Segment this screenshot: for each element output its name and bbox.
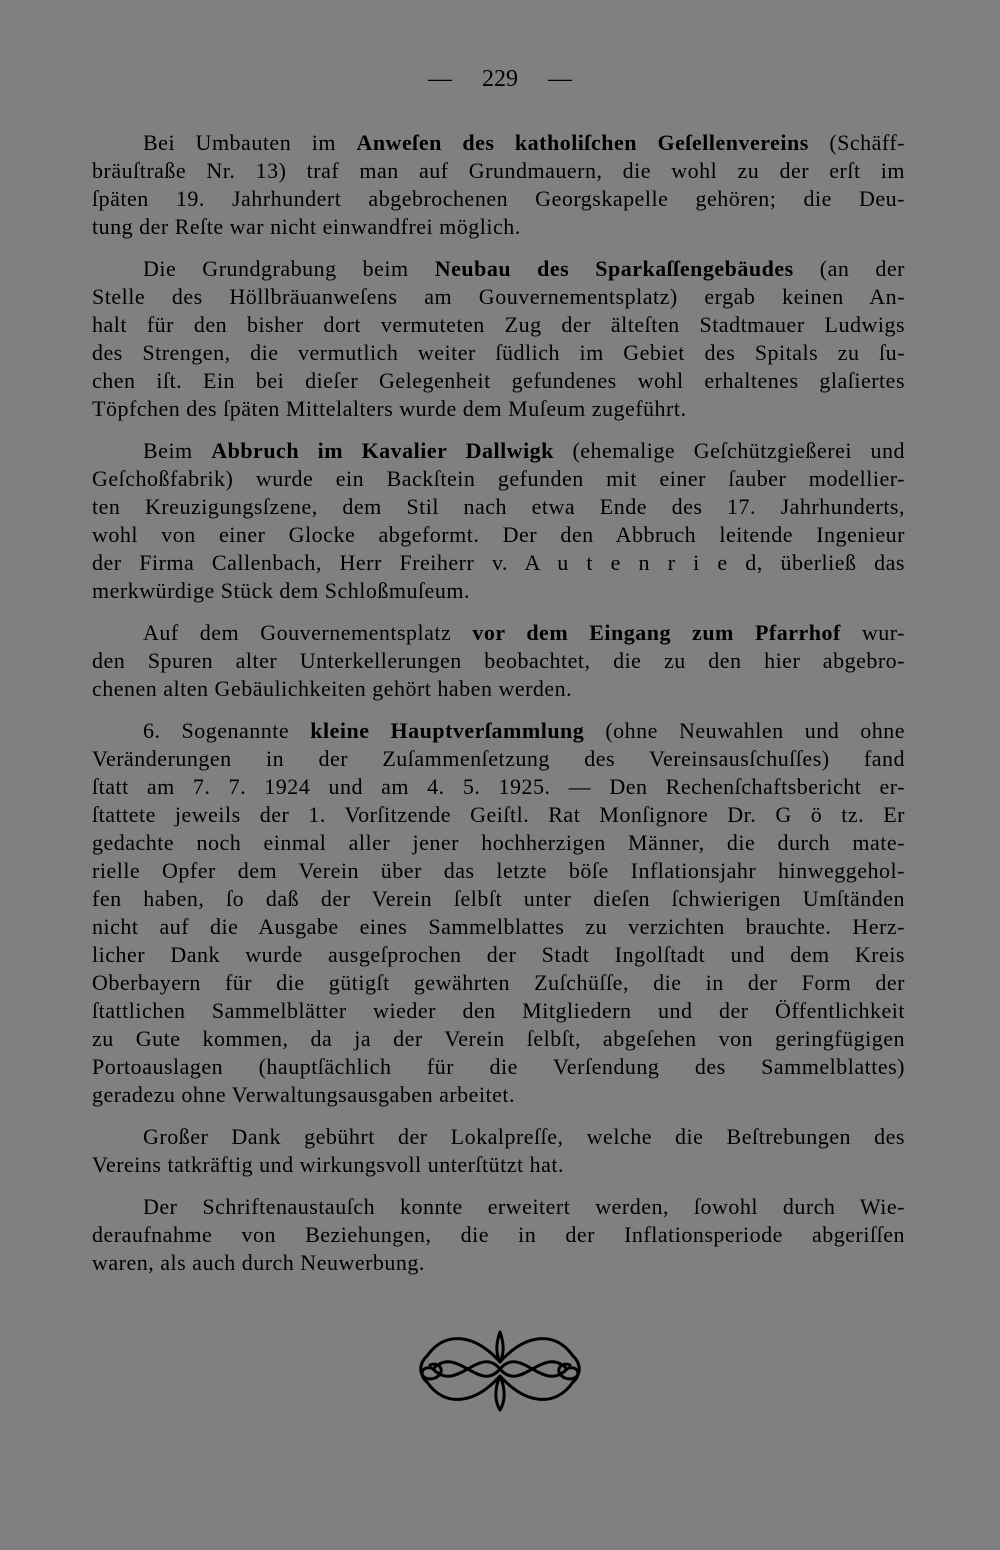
- text-run: fen haben, ſo daß der Verein ſelbſt unter dieſen ſchwierigen Umſtänden: [92, 886, 905, 911]
- text-run: Stelle des Höllbräuanweſens am Gouvernementsplatz) ergab keinen An-: [92, 284, 905, 309]
- text-run: Portoauslagen (hauptſächlich für die Verſendung des Sammelblattes): [92, 1054, 905, 1079]
- text-line: [92, 1123, 905, 1151]
- ornament-bottom-drop: [496, 1376, 504, 1410]
- text-run: bräuſtraße Nr. 13) traf man auf Grundmauern, die wohl zu der erſt im: [92, 158, 905, 183]
- text-line: [92, 157, 905, 185]
- text-run: deraufnahme von Beziehungen, die in der Inflationsperiode abgeriſſen: [92, 1222, 905, 1247]
- text-run: licher Dank wurde ausgeſprochen der Stadt Ingolſtadt und dem Kreis: [92, 942, 905, 967]
- paragraph: [92, 129, 905, 241]
- text-line: [92, 1193, 905, 1221]
- text-run: chen iſt. Ein bei dieſer Gelegenheit gefundenes wohl erhaltenes glaſiertes: [92, 368, 905, 393]
- text-line: [92, 829, 905, 857]
- text-run: geradezu ohne Verwaltungsausgaben arbeitet.: [92, 1082, 516, 1107]
- text-line: [92, 311, 905, 339]
- text-line: [92, 577, 905, 605]
- text-line: [92, 647, 905, 675]
- text-line: [92, 1081, 905, 1109]
- bold-text: kleine Hauptverſammlung: [310, 718, 585, 743]
- text-line: [92, 283, 905, 311]
- paragraph: [92, 255, 905, 423]
- text-run: nicht auf die Ausgabe eines Sammelblattes zu verzichten brauchte. Herz-: [92, 914, 905, 939]
- text-run: ten Kreuzigungsſzene, dem Stil nach etwa Ende des 17. Jahrhunderts,: [92, 494, 905, 519]
- paragraph: [92, 1193, 905, 1277]
- text-line: [92, 493, 905, 521]
- text-run: wohl von einer Glocke abgeformt. Der den Abbruch leitende Ingenieur: [92, 522, 905, 547]
- text-line: [92, 1221, 905, 1249]
- text-run: den Spuren alter Unterkellerungen beobachtet, die zu den hier abgebro-: [92, 648, 905, 673]
- text-line: [92, 367, 905, 395]
- text-run: der Firma Callenbach, Herr Freiherr v. A u t e n r i e d, überließ das: [92, 550, 905, 575]
- bold-text: Abbruch im Kavalier Dallwigk: [211, 438, 554, 463]
- text-run: des Strengen, die vermutlich weiter ſüdlich im Gebiet des Spitals zu ſu-: [92, 340, 905, 365]
- text-run: (ohne Neuwahlen und ohne: [584, 718, 905, 743]
- paragraph: [92, 619, 905, 703]
- text-run: Veränderungen in der Zuſammenſetzung des Vereinsausſchuſſes) fand: [92, 746, 905, 771]
- text-line: [92, 339, 905, 367]
- text-run: Bei Umbauten im: [143, 130, 357, 155]
- text-run: Geſchoßfabrik) wurde ein Backſtein gefunden mit einer ſauber modellier-: [92, 466, 905, 491]
- text-line: [92, 395, 905, 423]
- text-run: Beim: [143, 438, 212, 463]
- text-run: ſpäten 19. Jahrhundert abgebrochenen Georgskapelle gehören; die Deu-: [92, 186, 905, 211]
- text-run: (an der: [793, 256, 905, 281]
- text-line: [92, 213, 905, 241]
- text-line: [92, 801, 905, 829]
- text-line: [92, 1053, 905, 1081]
- text-run: (ehemalige Geſchützgießerei und: [553, 438, 905, 463]
- text-run: tung der Reſte war nicht einwandfrei möglich.: [92, 214, 521, 239]
- text-run: chenen alten Gebäulichkeiten gehört haben werden.: [92, 676, 573, 701]
- text-line: [92, 437, 905, 465]
- body-text: [92, 129, 905, 1277]
- text-line: [92, 675, 905, 703]
- ornament-vignette-icon: [415, 1326, 585, 1414]
- text-line: [92, 255, 905, 283]
- text-run: waren, als auch durch Neuwerbung.: [92, 1250, 425, 1275]
- text-line: [92, 549, 905, 577]
- text-line: [92, 1025, 905, 1053]
- text-line: [92, 885, 905, 913]
- text-line: [92, 129, 905, 157]
- text-run: ſtatt am 7. 7. 1924 und am 4. 5. 1925. — Den Rechenſchaftsbericht er-: [92, 774, 905, 799]
- text-line: [92, 969, 905, 997]
- paragraph: [92, 437, 905, 605]
- text-line: [92, 1151, 905, 1179]
- text-run: gedachte noch einmal aller jener hochherzigen Männer, die durch mate-: [92, 830, 905, 855]
- text-line: [92, 1249, 905, 1277]
- text-run: zu Gute kommen, da ja der Verein ſelbſt, abgeſehen von geringfügigen: [92, 1026, 905, 1051]
- page-number: — 229 —: [428, 66, 572, 92]
- text-line: [92, 465, 905, 493]
- text-run: 6. Sogenannte: [143, 718, 311, 743]
- paragraph: [92, 1123, 905, 1179]
- text-line: [92, 717, 905, 745]
- text-run: Vereins tatkräftig und wirkungsvoll unterſtützt hat.: [92, 1152, 565, 1177]
- text-run: Töpfchen des ſpäten Mittelalters wurde dem Muſeum zugeführt.: [92, 396, 687, 421]
- text-run: Die Grundgrabung beim: [143, 256, 435, 281]
- text-line: [92, 185, 905, 213]
- text-run: merkwürdige Stück dem Schloßmuſeum.: [92, 578, 470, 603]
- text-line: [92, 857, 905, 885]
- paragraph: [92, 717, 905, 1109]
- text-line: [92, 619, 905, 647]
- text-line: [92, 521, 905, 549]
- text-line: [92, 913, 905, 941]
- bold-text: Neubau des Sparkaſſengebäudes: [434, 256, 794, 281]
- bold-text: vor dem Eingang zum Pfarrhof: [472, 620, 841, 645]
- text-run: Der Schriftenaustauſch konnte erweitert werden, ſowohl durch Wie-: [143, 1194, 905, 1219]
- text-run: ſtattete jeweils der 1. Vorſitzende Geiſtl. Rat Monſignore Dr. G ö tz. Er: [92, 802, 905, 827]
- text-run: Oberbayern für die gütigſt gewährten Zuſchüſſe, die in der Form der: [92, 970, 905, 995]
- text-run: Großer Dank gebührt der Lokalpreſſe, welche die Beſtrebungen des: [143, 1124, 905, 1149]
- text-run: halt für den bisher dort vermuteten Zug der älteſten Stadtmauer Ludwigs: [92, 312, 905, 337]
- text-run: Auf dem Gouvernementsplatz: [143, 620, 473, 645]
- text-run: rielle Opfer dem Verein über das letzte böſe Inflationsjahr hinweggehol-: [92, 858, 905, 883]
- text-line: [92, 773, 905, 801]
- text-run: wur-: [840, 620, 905, 645]
- text-line: [92, 941, 905, 969]
- text-line: [92, 997, 905, 1025]
- text-run: ſtattlichen Sammelblätter wieder den Mitgliedern und der Öffentlichkeit: [92, 998, 905, 1023]
- bold-text: Anweſen des katholiſchen Geſellenvereins: [356, 130, 809, 155]
- text-run: (Schäff-: [808, 130, 906, 155]
- text-line: [92, 745, 905, 773]
- ornament-top-drop: [497, 1332, 503, 1362]
